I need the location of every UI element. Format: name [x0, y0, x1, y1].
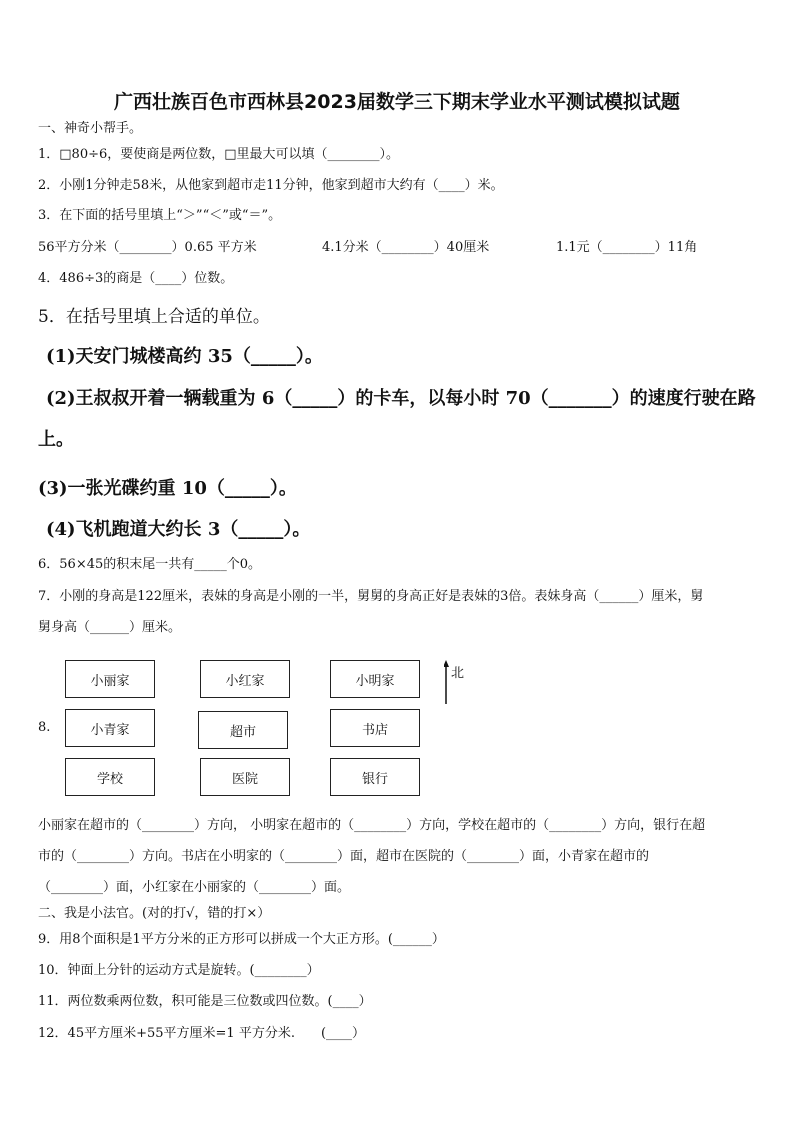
- question-6: 6．56×45的积末尾一共有_____个0。: [38, 557, 262, 572]
- question-5-4: (4)飞机跑道大约长 3（_____）。: [46, 519, 311, 540]
- question-9: 9．用8个面积是1平方分米的正方形可以拼成一个大正方形。(______）: [38, 932, 445, 947]
- question-10: 10．钟面上分针的运动方式是旋转。(________）: [38, 963, 320, 978]
- question-7-cont: 舅身高（______）厘米。: [38, 620, 182, 635]
- question-5-2-cont: 上。: [38, 429, 74, 450]
- question-11: 11．两位数乘两位数，积可能是三位数或四位数。(____）: [38, 994, 372, 1009]
- map-cell-bookstore: 书店: [330, 709, 420, 747]
- question-2: 2．小刚1分钟走58米，从他家到超市走11分钟，他家到超市大约有（____）米。: [38, 178, 504, 193]
- section-1-heading: 一、神奇小帮手。: [38, 121, 143, 136]
- question-8-line-1: 小丽家在超市的（________）方向， 小明家在超市的（________）方向，学校在超市的（________）方向，银行在超: [38, 818, 706, 833]
- section-2-heading: 二、我是小法官。(对的打√，错的打×）: [38, 906, 271, 921]
- map-cell-hospital: 医院: [200, 758, 290, 796]
- question-8-line-2: 市的（________）方向。书店在小明家的（________）面，超市在医院的（________）面，小青家在超市的: [38, 849, 650, 864]
- question-8-label: 8.: [38, 720, 51, 735]
- question-5-3: (3)一张光碟约重 10（_____）。: [38, 478, 297, 499]
- question-5-2: (2)王叔叔开着一辆载重为 6（_____）的卡车，以每小时 70（_______）的速度行驶在路: [46, 388, 756, 409]
- q3-item-2: 4.1分米（________）40厘米: [322, 240, 490, 255]
- question-1: 1．□80÷6，要使商是两位数，□里最大可以填（________）。: [38, 147, 400, 162]
- question-12: 12．45平方厘米+55平方厘米=1 平方分米. (____）: [38, 1026, 366, 1041]
- page-title: 广西壮族百色市西林县2023届数学三下期末学业水平测试模拟试题: [114, 91, 680, 113]
- map-cell-xiaohong-home: 小红家: [200, 660, 290, 698]
- q3-item-1: 56平方分米（________）0.65 平方米: [38, 240, 257, 255]
- map-cell-xiaoqing-home: 小青家: [65, 709, 155, 747]
- question-7: 7．小刚的身高是122厘米，表妹的身高是小刚的一半，舅舅的身高正好是表妹的3倍。表妹身高（______）厘米，舅: [38, 589, 704, 604]
- question-5: 5．在括号里填上合适的单位。: [38, 307, 270, 327]
- map-cell-xiaoming-home: 小明家: [330, 660, 420, 698]
- q3-item-3: 1.1元（________）11角: [556, 240, 698, 255]
- question-4: 4．486÷3的商是（____）位数。: [38, 271, 234, 286]
- map-cell-bank: 银行: [330, 758, 420, 796]
- map-cell-school: 学校: [65, 758, 155, 796]
- map-cell-supermarket: 超市: [198, 711, 288, 749]
- north-label: 北: [451, 666, 465, 681]
- question-8-line-3: （________）面，小红家在小丽家的（________）面。: [38, 880, 351, 895]
- map-cell-xiaoli-home: 小丽家: [65, 660, 155, 698]
- question-5-1: (1)天安门城楼高约 35（_____）。: [46, 346, 323, 367]
- question-3: 3．在下面的括号里填上“＞”“＜”或“＝”。: [38, 208, 282, 223]
